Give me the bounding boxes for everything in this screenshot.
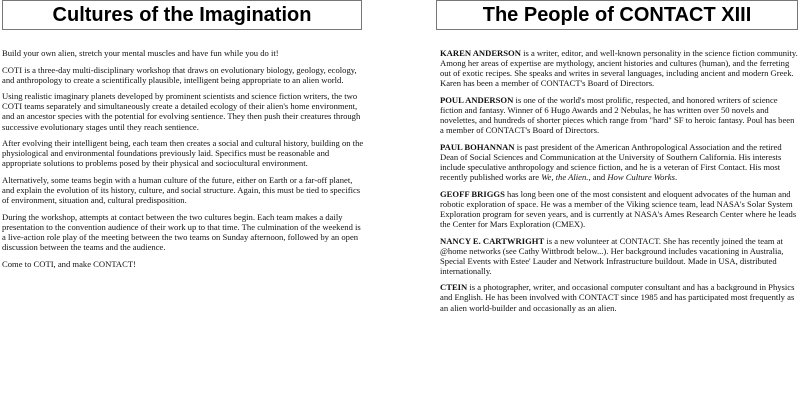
person-text: .: [674, 172, 678, 183]
person-text: is a new volunteer at CONTACT. She has recently joined the team at @home networks (see Cathy Wittbrodt below...). Her background includes vacationing in Australia, Special Events with Estee' Lauder and Network Infrastructure buildout. Made in USA, distributed internationally.: [440, 235, 784, 276]
person-bio: [440, 142, 798, 182]
person-name: PAUL BOHANNAN: [440, 141, 515, 152]
left-body: [0, 30, 366, 269]
right-column-title: The People of CONTACT XIII: [436, 0, 798, 30]
person-name: KAREN ANDERSON: [440, 48, 521, 58]
person-name: POUL ANDERSON: [440, 94, 514, 105]
person-text: , and: [588, 172, 608, 183]
paragraph: Build your own alien, stretch your mental muscles and have fun while you do it!: [2, 48, 279, 58]
book-title: How Culture Works: [607, 172, 675, 183]
person-text: is past president of the American Anthropological Association and the retired Dean of Social Sciences and Communication at the University of Southern California. His interests include speculative anthropology and science fiction, and he is a veteran of First Contact. His most recently published works are: [440, 141, 782, 183]
paragraph: COTI is a three-day multi-disciplinary workshop that draws on evolutionary biology, geology, ecology, and anthropology to create a scientifically plausible, intelligent being appropriate to an alien world.: [2, 64, 357, 85]
person-text: is a writer, editor, and well-known personality in the science fiction community. Among her areas of expertise are mythology, ancient histories and cultures (human), and the ferreting out of exotic recipes. She speaks and writes in several languages, including ancient and modern Greek. Karen has been a member of CONTACT's Board of Directors.: [440, 48, 798, 89]
right-body: [436, 30, 800, 313]
paragraph: Alternatively, some teams begin with a human culture of the future, either on Earth or a far-off planet, and explain the evolution of its history, culture, and social structure. Again, this must be tied to specifics of environment, situation and, cultural predisposition.: [2, 174, 361, 206]
book-title: We, the Alien.: [541, 172, 589, 183]
left-column: [0, 0, 366, 275]
paragraph: Using realistic imaginary planets developed by prominent scientists and science fiction writers, the two COTI teams separately and simultaneously create a detailed ecology of their alien's home environment, and an ancestor species with the potential for evolving sentience. They then push their creatures through successive evolutionary stages until they reach sentience.: [2, 91, 361, 132]
person-text: is one of the world's most prolific, respected, and honored writers of science fiction and fantasy. Winner of 6 Hugo Awards and 2 Nebulas, he has written over 50 novels and novelettes, and hundreds of shorter pieces which range from "hard" SF to heroic fantasy. Poul has been a member of CONTACT's Board of Directors.: [440, 94, 795, 136]
person-text: has long been one of the most consistent and eloquent advocates of the human and robotic exploration of space. He was a member of the Viking science team, lead NASA's Solar System Exploration program for seven years, and is currently at NASA's Ames Research Center where he leads the Center for Mars Exploration (CMEX).: [440, 188, 797, 229]
person-name: CTEIN: [440, 282, 468, 293]
person-bio: [440, 236, 798, 276]
person-name: GEOFF BRIGGS: [440, 188, 505, 199]
right-column: [436, 0, 800, 319]
person-bio: [440, 48, 798, 88]
person-bio: [440, 282, 798, 312]
person-bio: [440, 189, 798, 229]
paragraph: After evolving their intelligent being, each team then creates a social and cultural history, building on the physiological and environmental foundations previously laid. Specifics must be reasonable and appropriate solutions to problems posed by their physical and sociocultural environment.: [2, 138, 364, 169]
paragraph: Come to COTI, and make CONTACT!: [2, 258, 136, 269]
paragraph: During the workshop, attempts at contact between the two cultures begin. Each team makes a daily presentation to the convention audience of their work up to that time. The culmination of the weekend is a live-action role play of the meeting between the two teams on Sunday afternoon, followed by an open discussion between the teams and the audience.: [2, 211, 361, 252]
person-bio: [440, 95, 798, 135]
person-name: NANCY E. CARTWRIGHT: [440, 235, 545, 246]
left-column-title: Cultures of the Imagination: [2, 0, 362, 30]
person-text: is a photographer, writer, and occasional computer consultant and has a background in Physics and English. He has been involved with CONTACT since 1985 and has participated most frequently as an alien world-builder and occasionally as an alien.: [440, 282, 795, 313]
